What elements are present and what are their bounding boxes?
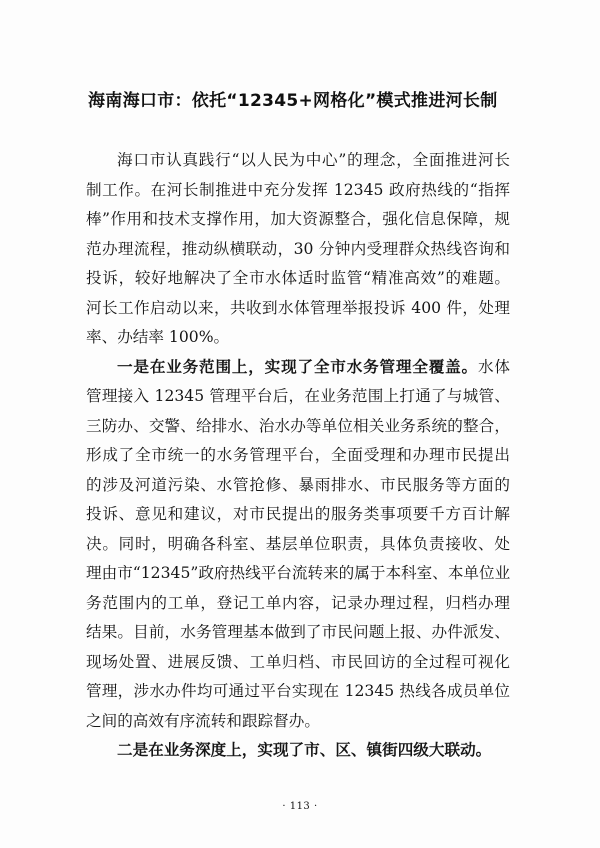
paragraph-2-line: 理由市“12345”政府热线平台流转来的属于本科室、本单位业 — [86, 564, 511, 582]
paragraph-3-lead: 二是在业务深度上，实现了市、区、镇街四级大联动。 — [117, 741, 492, 759]
paragraph-2-first-line-rest: 水体 — [477, 357, 510, 376]
paragraph-1-line: 制工作。在河长制推进中充分发挥 12345 政府热线的“指挥 — [86, 180, 510, 199]
paragraph-2-line: 现场处置、进展反馈、工单归档、市民回访的全过程可视化 — [86, 652, 510, 671]
paragraph-2-line: 管理接入 12345 管理平台后，在业务范围上打通了与城管、 — [86, 387, 510, 405]
paragraph-2-line: 三防办、交警、给排水、治水办等单位相关业务系统的整合， — [86, 416, 510, 435]
paragraph-2-first-line — [86, 353, 510, 383]
paragraph-2-line: 决。同时，明确各科室、基层单位职责，具体负责接收、处 — [86, 534, 510, 553]
paragraph-1-line: 范办理流程，推动纵横联动，30 分钟内受理群众热线咨询和 — [86, 239, 510, 258]
paragraph-2-line: 结果。目前，水务管理基本做到了市民问题上报、办件派发、 — [86, 623, 510, 641]
paragraph-2-line: 务范围内的工单，登记工单内容，记录办理过程，归档办理 — [86, 593, 510, 612]
paragraph-2-line: 之间的高效有序流转和跟踪督办。 — [86, 711, 320, 730]
paragraph-2-line: 管理，涉水办件均可通过平台实现在 12345 热线各成员单位 — [86, 682, 510, 700]
paragraph-2-lead: 一是在业务范围上，实现了全市水务管理全覆盖。 — [117, 357, 478, 376]
paragraph-1-line: 海口市认真践行“以人民为中心”的理念，全面推进河长 — [117, 151, 510, 169]
paragraph-3-line — [86, 736, 510, 766]
paragraph-1-line: 棒”作用和技术支撑作用，加大资源整合，强化信息保障，规 — [86, 210, 510, 228]
paragraph-2-line: 形成了全市统一的水务管理平台，全面受理和办理市民提出 — [86, 446, 510, 464]
document-body — [86, 146, 510, 766]
paragraph-2-line: 投诉、意见和建议，对市民提出的服务类事项要千方百计解 — [86, 505, 510, 523]
paragraph-1-line: 率、办结率 100%。 — [86, 328, 230, 346]
document-title: 海南海口市：依托“12345+网格化”模式推进河长制 — [88, 91, 498, 111]
paragraph-1-line: 投诉，较好地解决了全市水体适时监管“精准高效”的难题。 — [86, 269, 510, 287]
paragraph-1-line: 河长工作启动以来，共收到水体管理举报投诉 400 件，处理 — [86, 298, 510, 317]
page-number: · 113 · — [282, 801, 318, 812]
paragraph-2-line: 的涉及河道污染、水管抢修、暴雨排水、市民服务等方面的 — [86, 475, 510, 494]
